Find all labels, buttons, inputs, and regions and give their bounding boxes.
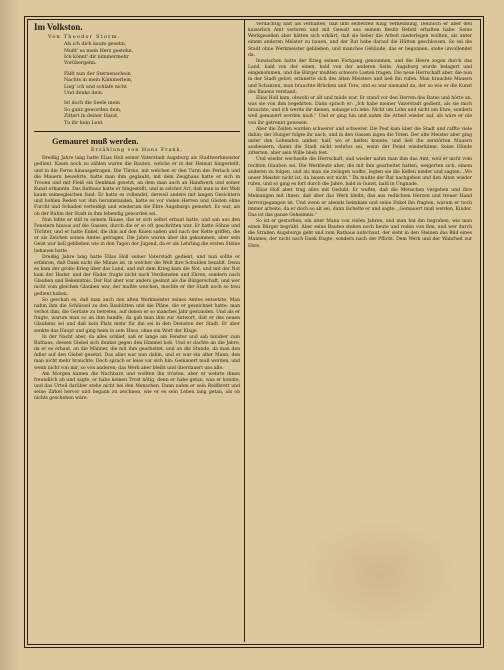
poem-line: Nachts in mein Kämmerlein, xyxy=(64,78,133,84)
right-column xyxy=(248,22,472,638)
story-paragraph: Dreißig Jahre lang hatte Elias Holl seiner Vaterstadt gedient, und nun sollte er erfahren, daß Dank nicht die Münze ist, in welcher die Welt ihre Schulden bezahlt. Denn es kam der große Krieg über das Land, und mit dem Krieg kam die Not, und mit der Not kam der Hader, und der Hader fragte nicht nach Verdiensten und Ehren, sondern nach Glauben und Bekenntnis. Der Rat aber war anders gesinnt als die Bürgerschaft, und wer nicht vom gleichen Glauben war, der mußte weichen, mochte er der Stadt noch so treu gedient haben. xyxy=(34,254,240,297)
poem-line: Fällt nun der Sternenschein xyxy=(64,71,131,77)
poem-line: So ganz geworden dein, xyxy=(64,107,122,113)
poem-line: Ich könnt' dir nimmermehr xyxy=(64,54,129,60)
story-paragraph: Aber die Zeiten wurden schwerer und schwerer. Die Pest kam über die Stadt und raffte viele dahin; der Hunger folgte ihr nach, und in den Gassen lagen die Toten. Der alte Meister aber ging unter den Lebenden umher, half, wo er helfen konnte, und ließ die zerstörten Mauern ausbessern, damit die Stadt nicht wehrlos sei, wenn der Feind wiederkäme. Seine Hände zitterten, aber sein Wille blieb fest. xyxy=(248,126,472,157)
poem-stanza xyxy=(64,42,240,68)
story-paragraph: So ist er gestorben, ein alter Mann von vielen Jahren, und man hat ihn begraben, wie man einen Bürger begräbt. Aber seine Bauten stehen noch heute und reden von ihm, und wer durch die Straßen Augsburgs geht und zum Rathaus aufschaut, der sieht in den Steinen das Bild eines Mannes, der nicht nach Dank fragte, sondern nach der Pflicht. Dem Werk und der Wahrheit zur Ehre. xyxy=(248,219,472,249)
story-paragraph: Elias Holl kam, obwohl er alt und müde war. Er stand vor den Herren des Rates und hörte an, was sie von ihm begehrten. Dann sprach er: „Ich habe meiner Vaterstadt gedient, als sie mich brauchte, und ich werde ihr dienen, solange ich lebe. Nicht um Lohn und nicht um Ehre, sondern weil gemauert werden muß.“ Und er ging hin und nahm die Arbeit wieder auf, als wäre er nie von ihr getrennt gewesen. xyxy=(248,95,472,126)
section-rule xyxy=(34,131,240,132)
poem-stanza xyxy=(64,72,240,98)
poem-line: Ist doch die Seele mein xyxy=(64,101,120,107)
poem-line: Zittert in deiner Hand, xyxy=(64,114,119,120)
story-text-right xyxy=(248,22,472,250)
story-paragraph: Nun lebte er still in seinem Hause, das er sich selbst erbaut hatte, und sah aus den Fenstern hinaus auf die Gassen, durch die er so oft geschritten war. Er hatte Söhne und Töchter, und er hatte Enkel, die ihm auf den Knien saßen und nach der Kette griffen, die er als Zeichen seines Amtes getragen. Die Jahre waren über ihn gekommen, aber sein Geist war hell geblieben wie in den Tagen der Jugend, da er als Lehrling die ersten Steine behauen hatte. xyxy=(34,217,240,254)
story-paragraph: So geschah es, daß man auch den alten Werkmeister seines Amtes entsetzte. Man nahm ihm die Schlüssel zu den Bauhütten und die Pläne, die er gezeichnet hatte; man verbot ihm, die Gerüste zu betreten, auf denen er so manches Jahr gestanden. Und als er fragte, warum man so an ihm handle, da gab man ihm zur Antwort, daß er des neuen Glaubens sei und daß kein Platz mehr für ihn sei in den Diensten der Stadt. Er aber senkte das Haupt und ging heim in sein Haus, ohne ein Wort der Klage. xyxy=(34,297,240,334)
poem-line: Tu ihr kein Leid. xyxy=(64,120,104,126)
poem-title: Im Volkston. xyxy=(34,22,83,32)
poem-line: Lieg' ich und schlafe nicht xyxy=(64,84,127,90)
story-paragraph: In der Nacht aber, da alles schlief, saß er lange am Fenster und sah hinüber zum Rathaus, dessen Giebel sich dunkel gegen den Himmel hob. Und er dachte an die Jahre, da er es erbaut, an die Männer, die mit ihm gearbeitet, und an die Stunde, da man den Adler auf den Giebel gesetzt. Das alles war nun dahin, und er war ein alter Mann, den man nicht mehr brauchte. Doch sprach er leise vor sich hin: Gemauert muß werden, und wenn nicht von mir, so von anderen; das Werk aber bleibt und überdauert uns alle. xyxy=(34,334,240,371)
story-text-left xyxy=(34,156,240,402)
poem-author: Von Theodor Storm. xyxy=(48,34,121,40)
story-paragraph: Und wieder wechselte die Herrschaft, und wieder nahm man ihm das Amt, weil er nicht vom rechten Glauben sei. Die Werkleute aber, die mit ihm gearbeitet hatten, weigerten sich, einem anderen zu folgen, und als man sie zwingen wollte, legten sie die Kellen nieder und sagten: „Wo unser Meister nicht ist, da bauen wir nicht.“ Da mußte der Rat nachgeben und den Alten wieder rufen, und so ging es fort durch die Jahre, bald in Gunst, bald in Ungnade. xyxy=(248,157,472,188)
story-subtitle: Erzählung von Hans Frank. xyxy=(91,148,183,154)
column-divider xyxy=(244,20,245,642)
poem-stanza xyxy=(64,101,240,127)
story-paragraph: Inzwischen hatte der Krieg seinen Fortgang genommen, und die Heere zogen durch das Land, bald von der einen, bald von der anderen Seite. Augsburg wurde belagert und eingenommen, und die Bürger mußten schwere Lasten tragen. Die neue Herrschaft aber, die nun in der Stadt gebot, erinnerte sich des alten Meisters und ließ ihn rufen. Man brauchte Mauern und Schanzen, man brauchte Brücken und Tore, und es war niemand da, der so wie er die Kunst des Bauens verstand. xyxy=(248,58,472,95)
poem-line: Vorübergehn. xyxy=(64,61,97,67)
story-paragraph: Elias Holl aber trug alles mit Geduld. Er wußte, daß die Menschen vergehen und ihre Meinungen mit ihnen, daß aber das Werk bleibt, das aus redlichem Herzen und treuer Hand hervorgegangen ist. Und wenn er abends heimkam und seine Enkel ihn fragten, warum er noch immer arbeite, da er doch so alt sei, dann lächelte er und sagte: „Gemauert muß werden, Kinder. Das ist das ganze Geheimnis.“ xyxy=(248,188,472,218)
story-paragraph: Am Morgen kamen die Nachbarn und wollten ihn trösten, aber er wehrte ihnen freundlich ab und sagte, er habe keinen Trost nötig, denn er habe getan, was er konnte, und das Urteil darüber stehe nicht bei den Menschen. Dann nahm er sein Reißbrett und seine Zirkel hervor und begann zu zeichnen, wie er es sein Leben lang getan, als ob nichts geschehen wäre. xyxy=(34,371,240,402)
page-binding-edge xyxy=(0,0,20,670)
poem-line: Mußt' es mein Herz gestehn, xyxy=(64,48,134,54)
poem-stanzas xyxy=(34,42,240,127)
poem-line: Und denke dein. xyxy=(64,91,104,96)
story-paragraph: Verdächtig hält als verhalten, daß ihm seinerzeit Klug Verkennung, Dennoch er aber den kaiserlich Amt verloren und mit Gewalt aus seinem Besitz Befehl erhalten habe. Seine Werkgesellen aber hätten sich erklärt, daß sie lieber die Arbeit niederlegen wollten, als unter einem anderen Meister zu bauen, und der Rat habe darauf die Hütten geschlossen. So sei die Stadt ohne Werkmeister geblieben, und manches Gebäude, das er begonnen, stehe unvollendet da. xyxy=(248,22,472,58)
story-title: Gemauret muß werden. xyxy=(52,136,139,147)
poem-line: Als ich dich kaum gesehn, xyxy=(64,42,127,48)
story-paragraph: Dreißig Jahre lang hatte Elias Holl seiner Vaterstadt Augsburg als Stadtwerkmeister gedient. Kaum noch zu zählen waren die Bauten, welche er in der Heimat hingestellt, und in die Ferne hinausgetragen. Die Türme, mit welchen er den Turm des Perlach und die Mauern bewehrte, hatte man ihm geglaubt; mit dem Zeughaus hatte er sich in Treuen und mit Fleiß ein Denkmal gesetzt, an dem man auch an Handwerk und seiner Kunst erkannte. Das Rathaus hatte er hingestellt, und in solcher Art, daß man in der Welt kaum seinesgleichen fand. Er hatte es vollendet, derweil andere mit langen Gesichtern und hohlen Reden vor ihm herumstanden, hatte es vor vielen Herren und Gästen ohne Furcht und Schaden verteidigt und wiederum die Ehre Augsburgs gemehrt. Es war, als ob der Ruhm der Stadt in ihm lebendig geworden sei. xyxy=(34,156,240,217)
left-column xyxy=(34,22,240,638)
